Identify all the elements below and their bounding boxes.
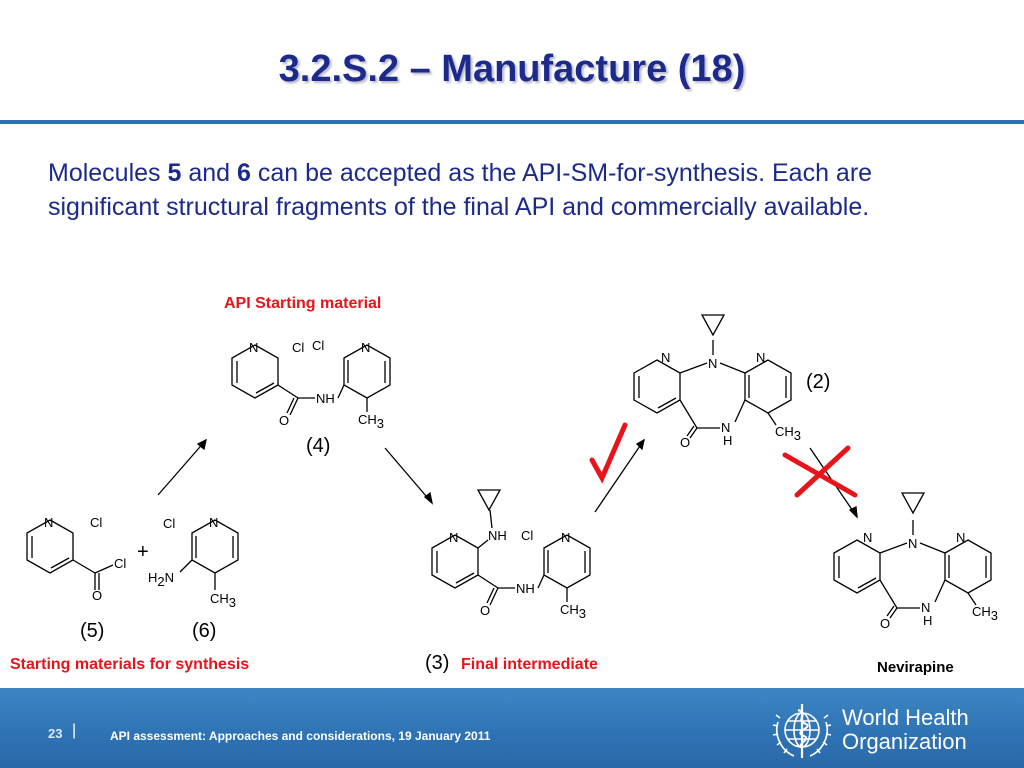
atom-label: N (209, 515, 219, 530)
atom-label-methyl: CH3 (972, 604, 999, 623)
atom-label: Cl (163, 516, 176, 531)
atom-label: NH (516, 581, 535, 596)
who-name-line2: Organization (842, 729, 967, 754)
atom-label: NH (488, 528, 507, 543)
atom-label: N (661, 350, 671, 365)
body-text-part1: Molecules (48, 159, 168, 187)
body-text-bold1: 5 (167, 159, 182, 187)
compound-6-number: (6) (192, 620, 217, 642)
atom-label: N (449, 530, 459, 545)
compound-6-structure (180, 520, 238, 590)
body-text-bold2: 6 (237, 159, 251, 187)
who-name-line1: World Health (842, 705, 969, 730)
atom-label-methyl: CH3 (358, 412, 385, 431)
atom-label: H (923, 613, 933, 628)
starting-materials-label: Starting materials for synthesis (10, 656, 250, 673)
atom-label: O (279, 413, 290, 428)
api-starting-material-label: API Starting material (224, 295, 382, 312)
atom-label-methyl: CH3 (210, 591, 237, 610)
atom-label: O (480, 603, 491, 618)
atom-label: N (721, 420, 731, 435)
atom-label-nh2: H2N (148, 570, 175, 589)
compound-4-atoms (249, 338, 384, 431)
compound-2-number: (2) (806, 371, 831, 393)
compound-5-structure (27, 520, 113, 590)
atom-label: N (361, 340, 371, 355)
plus-sign: + (137, 541, 149, 563)
atom-label: N (708, 356, 718, 371)
compound-3-number: (3) (425, 652, 450, 674)
body-text-part3: can be accepted as the API-SM-for-synthesis. Each are significant structural fragments of the final API and commercially available. (48, 159, 873, 221)
body-text-part2: and (181, 159, 238, 187)
final-intermediate-label: Final intermediate (461, 656, 598, 673)
compound-4-structure (232, 345, 390, 415)
atom-label: Cl (292, 340, 305, 355)
atom-label: O (92, 588, 103, 603)
compound-5-atoms (44, 515, 126, 603)
footer-separator: | (72, 722, 77, 739)
atom-label: O (880, 616, 891, 631)
cross-mark-icon (785, 448, 855, 495)
footer-caption: API assessment: Approaches and considerations, 19 January 2011 (110, 729, 491, 743)
atom-label: N (249, 340, 259, 355)
compound-6-atoms (148, 515, 236, 610)
who-emblem-icon (770, 700, 834, 762)
who-organization-name (842, 706, 969, 754)
atom-label-methyl: CH3 (560, 602, 587, 621)
compound-3-structure (432, 490, 590, 605)
compound-3-atoms (449, 528, 586, 621)
page-number: 23 (48, 726, 63, 741)
atom-label: N (756, 350, 766, 365)
atom-label: N (908, 536, 918, 551)
compound-4-number: (4) (306, 435, 331, 457)
nevirapine-structure (834, 493, 991, 618)
atom-label-methyl: CH3 (775, 424, 802, 443)
compound-2-structure (634, 315, 791, 438)
atom-label: Cl (90, 515, 103, 530)
slide-title: 3.2.S.2 – Manufacture (18) (278, 48, 746, 90)
compound-2-atoms (661, 350, 801, 450)
atom-label: N (863, 530, 873, 545)
nevirapine-label: Nevirapine (877, 659, 954, 676)
atom-label: Cl (114, 556, 127, 571)
atom-label: Cl (521, 528, 534, 543)
atom-label: Cl (312, 338, 325, 353)
atom-label: N (561, 530, 571, 545)
atom-label: N (921, 600, 931, 615)
compound-5-number: (5) (80, 620, 105, 642)
atom-label: N (956, 530, 966, 545)
atom-label: O (680, 435, 691, 450)
atom-label: H (723, 433, 733, 448)
check-mark-icon (592, 425, 625, 478)
reaction-arrows (158, 440, 857, 517)
atom-label: NH (316, 391, 335, 406)
atom-label: N (44, 515, 54, 530)
